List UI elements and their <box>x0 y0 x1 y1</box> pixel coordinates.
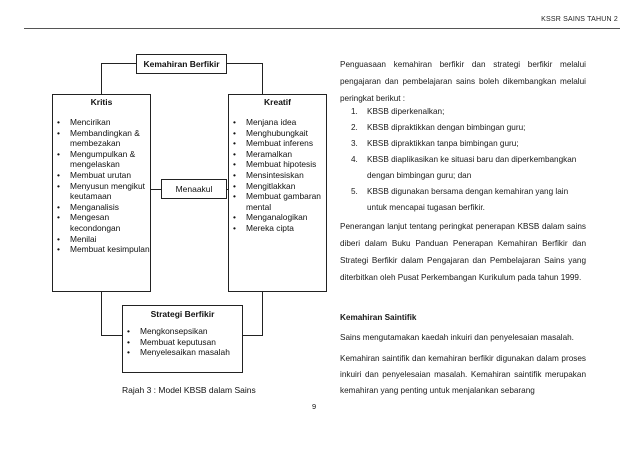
stage-text: KBSB digunakan bersama dengan kemahiran yang lain untuk mencapai tugasan berfikir. <box>367 187 569 212</box>
thinking-strategy-title: Strategi Berfikir <box>150 309 215 319</box>
list-item: • Mengkonsepsikan <box>123 326 242 337</box>
critical-list <box>53 117 150 255</box>
stage-item <box>340 104 586 120</box>
list-item: • Membuat urutan <box>53 170 150 181</box>
science-paragraph: Kemahiran saintifik dan kemahiran berfikir digunakan dalam proses inkuiri dan penyelesaian masalah. Kemahiran saintifik merupakan kemahiran yang penting untuk menjalankan sebarang <box>340 354 586 395</box>
stage-number: 5. <box>351 187 358 196</box>
list-item: • Mengesan kecondongan <box>53 212 150 233</box>
section-heading: Kemahiran Saintifik <box>340 313 417 322</box>
list-item: • Membuat keputusan <box>123 337 242 348</box>
thinking-skills-box: Kemahiran Berfikir <box>136 54 227 74</box>
list-item: • Mencirikan <box>53 117 150 128</box>
critical-title: Kritis <box>90 97 113 107</box>
list-item: • Membuat gambaran mental <box>229 191 326 212</box>
connector-top-right-h <box>227 63 263 64</box>
page-number: 9 <box>312 402 317 411</box>
connector-left-center <box>151 189 161 190</box>
list-item: • Membuat inferens <box>229 138 326 149</box>
list-item: • Menganalogikan <box>229 212 326 223</box>
connector-bottom-left-h <box>101 335 122 336</box>
running-header: KSSR SAINS TAHUN 2 <box>541 16 618 23</box>
intro-paragraph: Penguasaan kemahiran berfikir dan strategi berfikir melalui pengajaran dan pembelajaran sains boleh dikembangkan melalui peringkat berikut : <box>340 60 586 103</box>
list-item: • Mengumpulkan & mengelaskan <box>53 149 150 170</box>
list-item: • Meramalkan <box>229 149 326 160</box>
list-item: • Menghubungkait <box>229 128 326 139</box>
thinking-strategy-box <box>122 305 243 373</box>
explanation-paragraph: Penerangan lanjut tentang peringkat penerapan KBSB dalam sains diberi dalam Buku Panduan Penerapan Kemahiran Berfikir dan Strategi Berfikir dalam Pengajaran dan Pembelajaran Sains yang diterbitkan oleh Pusat Perkembangan Kurikulum pada tahun 1999. <box>340 222 586 282</box>
science-paragraph-lead: Sains mengutamakan kaedah inkuiri dan penyelesaian masalah. <box>340 333 574 342</box>
stage-item <box>340 184 586 216</box>
list-item: • Mensintesiskan <box>229 170 326 181</box>
figure-caption: Rajah 3 : Model KBSB dalam Sains <box>122 385 256 395</box>
reasoning-box: Menaakul <box>161 179 227 199</box>
list-item: • Membandingkan & membezakan <box>53 128 150 149</box>
thinking-strategy-list <box>123 326 242 358</box>
stage-item <box>340 120 586 136</box>
list-item: • Menyelesaikan masalah <box>123 347 242 358</box>
header-rule <box>24 28 620 29</box>
connector-top-left-h <box>101 63 136 64</box>
connector-bottom-right-v <box>262 292 263 335</box>
connector-bottom-left-v <box>101 292 102 335</box>
connector-top-left-v <box>101 63 102 94</box>
list-item: • Mengitlakkan <box>229 181 326 192</box>
stage-number: 4. <box>351 155 358 164</box>
list-item: • Membuat kesimpulan <box>53 244 150 255</box>
list-item: • Menyusun mengikut keutamaan <box>53 181 150 202</box>
list-item: • Menjana idea <box>229 117 326 128</box>
stages-list <box>340 104 586 216</box>
stage-text: KBSB dipraktikkan tanpa bimbingan guru; <box>367 139 519 148</box>
list-item: • Menilai <box>53 234 150 245</box>
stage-text: KBSB diaplikasikan ke situasi baru dan diperkembangkan dengan bimbingan guru; dan <box>367 155 577 180</box>
stage-text: KBSB dipraktikkan dengan bimbingan guru; <box>367 123 526 132</box>
connector-top-right-v <box>262 63 263 94</box>
list-item: • Membuat hipotesis <box>229 159 326 170</box>
creative-box <box>228 94 327 292</box>
creative-list <box>229 117 326 234</box>
critical-box <box>52 94 151 292</box>
list-item: • Mereka cipta <box>229 223 326 234</box>
stage-item <box>340 152 586 184</box>
stage-text: KBSB diperkenalkan; <box>367 107 445 116</box>
creative-title: Kreatif <box>264 97 291 107</box>
stage-number: 3. <box>351 139 358 148</box>
stage-number: 2. <box>351 123 358 132</box>
stage-item <box>340 136 586 152</box>
connector-bottom-right-h <box>243 335 263 336</box>
stage-number: 1. <box>351 107 358 116</box>
list-item: • Menganalisis <box>53 202 150 213</box>
